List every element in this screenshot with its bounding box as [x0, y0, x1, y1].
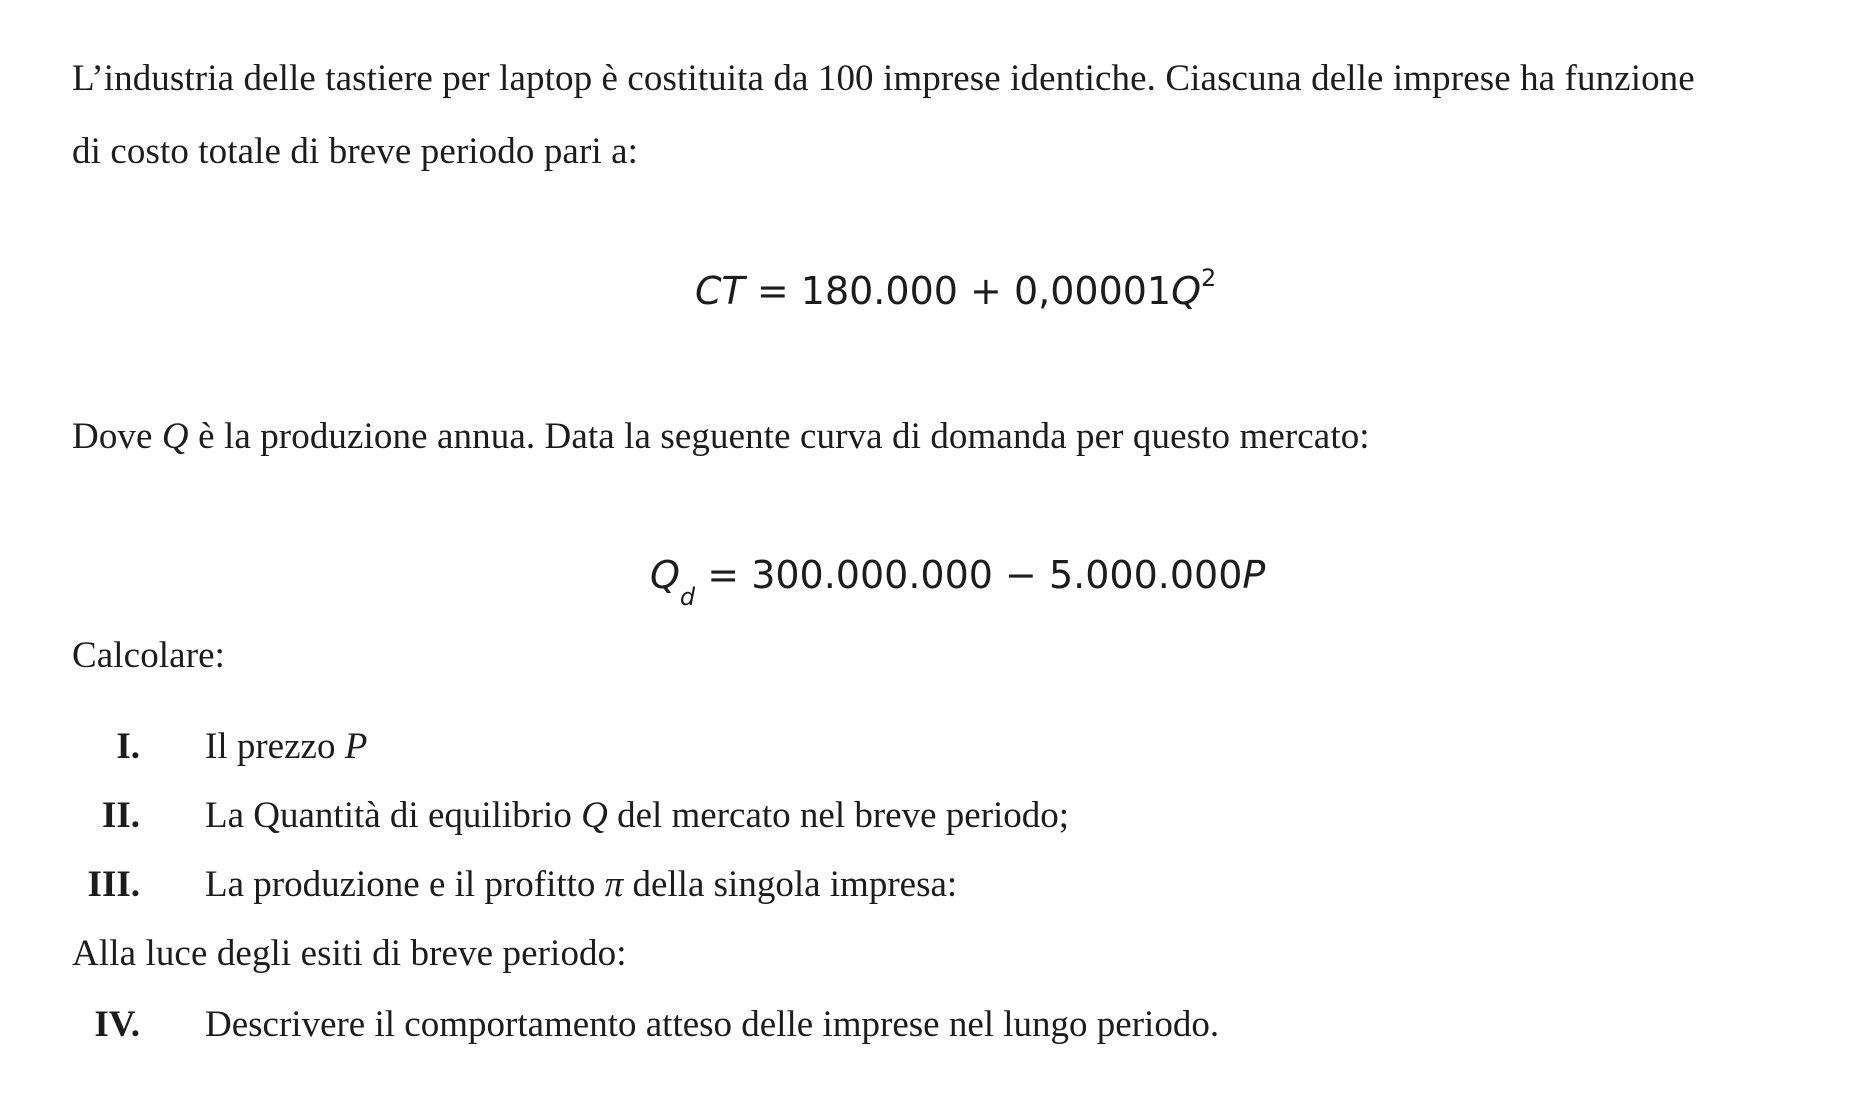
demand-minus: − — [1005, 553, 1037, 597]
task-text: Descrivere il comportamento atteso delle imprese nel lungo periodo. — [205, 1004, 1220, 1045]
cost-plus: + — [970, 269, 1002, 313]
task-text — [205, 866, 957, 903]
cost-lhs: CT — [695, 269, 745, 313]
demand-equation — [650, 553, 1266, 611]
cost-variable: Q — [1171, 269, 1202, 313]
task-variable: P — [344, 726, 368, 767]
dove-suffix: è la produzione annua. Data la seguente curva di domanda per questo mercato: — [188, 416, 1370, 457]
task-numeral: II. — [101, 795, 140, 836]
cost-constant: 180.000 — [800, 269, 958, 313]
task-text — [205, 728, 367, 765]
intro-line-1: L’industria delle tastiere per laptop è costituita da 100 imprese identiche. Ciascuna delle imprese ha funzione — [72, 58, 1695, 99]
cost-exponent: 2 — [1201, 264, 1217, 293]
task-numeral: I. — [116, 726, 140, 767]
demand-equals: = — [707, 553, 740, 597]
task-text — [205, 797, 1069, 834]
intro-line-2: di costo totale di breve periodo pari a: — [72, 131, 639, 172]
demand-variable: P — [1242, 553, 1266, 597]
cost-equals: = — [756, 269, 789, 313]
demand-coefficient: 5.000.000 — [1048, 553, 1243, 597]
task-text-after: della singola impresa: — [623, 864, 958, 905]
task-text-before: La Quantità di equilibrio — [205, 795, 582, 836]
task-numeral: III. — [87, 864, 140, 905]
task-text-before: Il prezzo — [205, 726, 345, 767]
demand-constant: 300.000.000 — [751, 553, 993, 597]
calcolare-label: Calcolare: — [72, 635, 226, 676]
cost-coefficient: 0,00001 — [1013, 269, 1172, 313]
task-text-before: La produzione e il profitto — [205, 864, 605, 905]
dove-variable: Q — [161, 416, 189, 457]
alla-luce-label: Alla luce degli esiti di breve periodo: — [72, 933, 627, 974]
demand-lhs-variable: Q — [650, 553, 680, 597]
cost-equation — [695, 264, 1217, 313]
dove-prefix: Dove — [72, 416, 162, 457]
task-variable: Q — [581, 795, 608, 836]
task-numeral: IV. — [94, 1004, 140, 1045]
demand-lhs-subscript: d — [679, 582, 696, 611]
task-text-after: del mercato nel breve periodo; — [607, 795, 1070, 836]
task-variable: π — [604, 864, 624, 905]
dove-paragraph — [72, 418, 1370, 455]
